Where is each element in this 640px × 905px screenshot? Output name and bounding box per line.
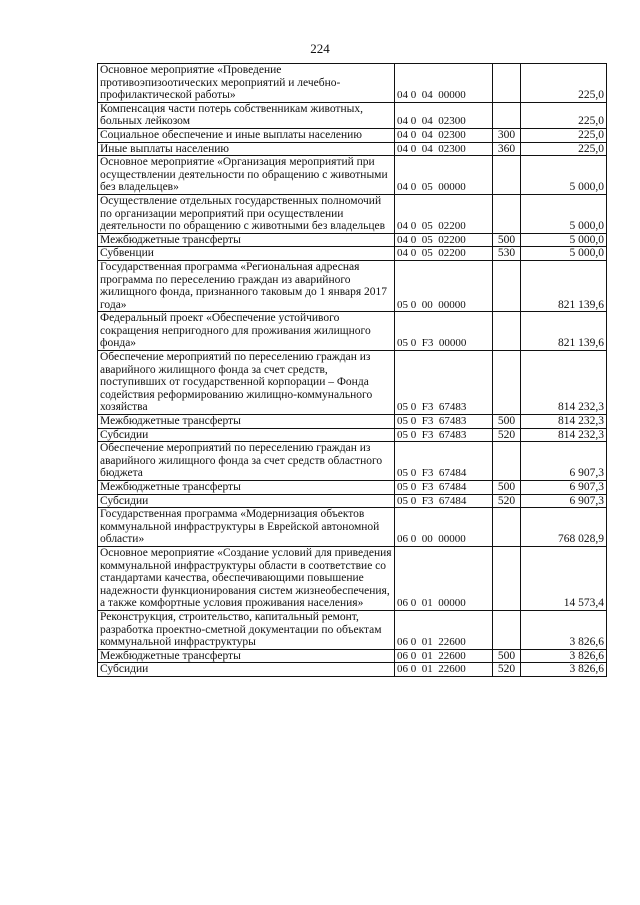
row-code: 06 0 01 00000 [395, 546, 493, 610]
table-row [98, 546, 607, 610]
row-vr: 500 [493, 649, 521, 663]
row-sum: 225,0 [521, 142, 607, 156]
table-row [98, 610, 607, 649]
row-name: Межбюджетные трансферты [98, 649, 395, 663]
row-name: Межбюджетные трансферты [98, 233, 395, 247]
row-code: 04 0 04 02300 [395, 102, 493, 128]
row-vr [493, 64, 521, 103]
row-vr [493, 442, 521, 481]
row-vr: 500 [493, 481, 521, 495]
row-code: 06 0 01 22600 [395, 610, 493, 649]
row-sum: 6 907,3 [521, 494, 607, 508]
table-row [98, 260, 607, 311]
table-row [98, 312, 607, 351]
row-name: Межбюджетные трансферты [98, 481, 395, 495]
table-row [98, 194, 607, 233]
row-vr [493, 102, 521, 128]
table-row [98, 247, 607, 261]
table-row [98, 64, 607, 103]
row-name: Федеральный проект «Обеспечение устойчивого сокращения непригодного для проживания жилищного фонда» [98, 312, 395, 351]
row-sum: 5 000,0 [521, 233, 607, 247]
row-vr [493, 194, 521, 233]
row-name: Иные выплаты населению [98, 142, 395, 156]
row-sum: 814 232,3 [521, 415, 607, 429]
row-vr [493, 546, 521, 610]
page-number: 224 [310, 41, 330, 56]
table-row [98, 351, 607, 415]
row-sum: 14 573,4 [521, 546, 607, 610]
row-vr: 500 [493, 415, 521, 429]
row-vr [493, 260, 521, 311]
row-sum: 5 000,0 [521, 194, 607, 233]
row-code: 06 0 00 00000 [395, 508, 493, 547]
row-name: Обеспечение мероприятий по переселению граждан из аварийного жилищного фонда за счет средств, поступивших от государственной корпорации – Фонда содействия реформированию жилищно-коммунального хозяйства [98, 351, 395, 415]
row-vr [493, 508, 521, 547]
row-name: Социальное обеспечение и иные выплаты населению [98, 128, 395, 142]
budget-table [97, 63, 607, 677]
row-code: 04 0 04 00000 [395, 64, 493, 103]
row-name: Компенсация части потерь собственникам животных, больных лейкозом [98, 102, 395, 128]
table-row [98, 442, 607, 481]
table-row [98, 494, 607, 508]
row-vr: 520 [493, 663, 521, 677]
row-code: 04 0 05 02200 [395, 233, 493, 247]
row-sum: 768 028,9 [521, 508, 607, 547]
row-sum: 5 000,0 [521, 247, 607, 261]
row-vr [493, 312, 521, 351]
row-vr [493, 610, 521, 649]
row-vr: 300 [493, 128, 521, 142]
row-code: 05 0 F3 67483 [395, 415, 493, 429]
row-name: Основное мероприятие «Проведение противоэпизоотических мероприятий и лечебно-профилактической работы» [98, 64, 395, 103]
row-code: 05 0 F3 00000 [395, 312, 493, 351]
row-vr: 530 [493, 247, 521, 261]
table-row [98, 415, 607, 429]
table-row [98, 156, 607, 195]
row-name: Осуществление отдельных государственных полномочий по организации мероприятий при осуществлении деятельности по обращению с животными без владельцев [98, 194, 395, 233]
row-sum: 6 907,3 [521, 481, 607, 495]
row-name: Субвенции [98, 247, 395, 261]
row-code: 06 0 01 22600 [395, 663, 493, 677]
row-code: 05 0 F3 67484 [395, 481, 493, 495]
row-name: Государственная программа «Модернизация объектов коммунальной инфраструктуры в Еврейской автономной области» [98, 508, 395, 547]
row-code: 05 0 F3 67483 [395, 351, 493, 415]
row-sum: 3 826,6 [521, 610, 607, 649]
row-name: Основное мероприятие «Организация мероприятий при осуществлении деятельности по обращению с животными без владельцев» [98, 156, 395, 195]
row-code: 04 0 04 02300 [395, 142, 493, 156]
row-sum: 821 139,6 [521, 312, 607, 351]
table-row [98, 102, 607, 128]
row-sum: 3 826,6 [521, 663, 607, 677]
table-row [98, 142, 607, 156]
row-code: 05 0 00 00000 [395, 260, 493, 311]
row-code: 04 0 04 02300 [395, 128, 493, 142]
row-vr: 520 [493, 494, 521, 508]
row-name: Основное мероприятие «Создание условий для приведения коммунальной инфраструктуры области в соответствие со стандартами качества, обеспечивающими повышение надежности функционирования систем жизнеобеспечения, а также комфортные условия проживания населения» [98, 546, 395, 610]
row-code: 04 0 05 02200 [395, 194, 493, 233]
row-name: Субсидии [98, 428, 395, 442]
row-sum: 5 000,0 [521, 156, 607, 195]
row-code: 05 0 F3 67484 [395, 494, 493, 508]
table-row [98, 428, 607, 442]
table-row [98, 663, 607, 677]
row-code: 05 0 F3 67484 [395, 442, 493, 481]
table-row [98, 481, 607, 495]
row-sum: 814 232,3 [521, 428, 607, 442]
row-vr [493, 351, 521, 415]
row-sum: 821 139,6 [521, 260, 607, 311]
table-row [98, 128, 607, 142]
table-row [98, 508, 607, 547]
row-sum: 814 232,3 [521, 351, 607, 415]
row-sum: 3 826,6 [521, 649, 607, 663]
row-code: 05 0 F3 67483 [395, 428, 493, 442]
row-code: 04 0 05 00000 [395, 156, 493, 195]
row-name: Субсидии [98, 663, 395, 677]
row-name: Межбюджетные трансферты [98, 415, 395, 429]
row-vr [493, 156, 521, 195]
row-name: Обеспечение мероприятий по переселению граждан из аварийного жилищного фонда за счет средств областного бюджета [98, 442, 395, 481]
row-sum: 225,0 [521, 102, 607, 128]
row-code: 04 0 05 02200 [395, 247, 493, 261]
row-name: Реконструкция, строительство, капитальный ремонт, разработка проектно-сметной документации по объектам коммунальной инфраструктуры [98, 610, 395, 649]
table-row [98, 649, 607, 663]
row-code: 06 0 01 22600 [395, 649, 493, 663]
row-vr: 500 [493, 233, 521, 247]
row-vr: 520 [493, 428, 521, 442]
row-vr: 360 [493, 142, 521, 156]
row-sum: 225,0 [521, 128, 607, 142]
row-name: Субсидии [98, 494, 395, 508]
row-sum: 225,0 [521, 64, 607, 103]
row-sum: 6 907,3 [521, 442, 607, 481]
row-name: Государственная программа «Региональная адресная программа по переселению граждан из аварийного жилищного фонда, признанного таковым до 1 января 2017 года» [98, 260, 395, 311]
table-row [98, 233, 607, 247]
